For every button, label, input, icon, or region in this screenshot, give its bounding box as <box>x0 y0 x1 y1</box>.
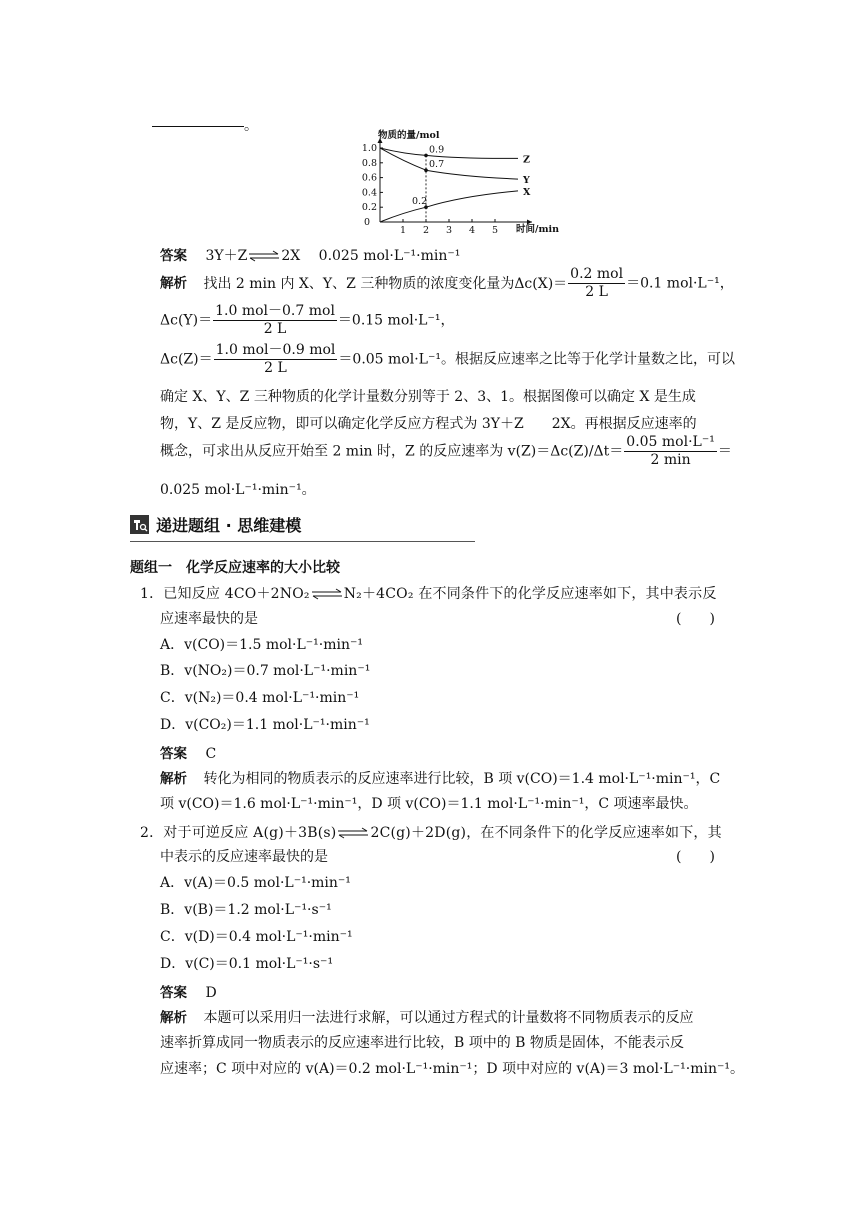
analysis-label: 解析 <box>160 275 187 292</box>
series-line-x <box>380 191 518 222</box>
analysis-text: ＝0.05 mol·L⁻¹。根据反应速率之比等于化学计量数之比，可以 <box>338 351 735 368</box>
answer-value: D <box>205 985 217 1001</box>
fraction-denominator: 2 L <box>263 321 287 337</box>
answer-label: 答案 <box>160 248 187 264</box>
series-label-x: X <box>523 186 531 198</box>
annotation-label: 0.9 <box>429 144 445 156</box>
data-point-y <box>424 168 428 172</box>
answer-row <box>160 244 460 265</box>
reversible-arrow-icon <box>248 251 280 261</box>
option-a: A．v(A)＝0.5 mol·L⁻¹·min⁻¹ <box>160 875 351 891</box>
hammer-icon <box>130 515 149 534</box>
q2-analysis-line-1 <box>160 1006 693 1027</box>
analysis-text: ＝0.1 mol·L⁻¹， <box>626 275 734 292</box>
q1-stem-line-1 <box>140 583 717 603</box>
fraction <box>213 303 337 338</box>
analysis-line-2 <box>160 303 454 338</box>
analysis-text: 本题可以采用归一法进行求解，可以通过方程式的计量数将不同物质表示的反应 <box>203 1010 694 1026</box>
y-tick-label: 0 <box>363 217 370 228</box>
period-mark: 。 <box>244 118 258 134</box>
rate-value: 0.025 mol·L⁻¹·min⁻¹ <box>318 248 461 264</box>
option-c: C．v(N₂)＝0.4 mol·L⁻¹·min⁻¹ <box>160 690 360 706</box>
question-text: 2C(g)＋2D(g)，在不同条件下的化学反应速率如下，其 <box>370 825 722 841</box>
y-tick-label: 0.2 <box>361 202 377 214</box>
x-tick-label: 3 <box>445 225 453 236</box>
analysis-text: 转化为相同的物质表示的反应速率进行比较，B 项 v(CO)＝1.4 mol·L⁻¹·min⁻¹，C <box>203 771 721 787</box>
fraction-numerator: 0.05 mol·L⁻¹ <box>626 434 715 450</box>
answer-label: 答案 <box>160 985 187 1001</box>
x-tick-label: 4 <box>468 225 476 236</box>
analysis-line-3 <box>160 342 735 377</box>
answer-paren: ( ) <box>676 849 715 865</box>
option-d: D．v(C)＝0.1 mol·L⁻¹·s⁻¹ <box>160 956 334 972</box>
q2-stem-line-2: 中表示的反应速率最快的是 <box>160 849 328 865</box>
q1-analysis-line-1 <box>160 767 720 788</box>
annotation-label: 0.2 <box>412 196 428 208</box>
reversible-arrow-icon <box>311 589 343 599</box>
question-text: 2．对于可逆反应 A(g)＋3B(s) <box>140 825 337 841</box>
fraction-numerator: 1.0 mol－0.7 mol <box>215 303 335 319</box>
question-text: N₂＋4CO₂ 在不同条件下的化学反应速率如下，其中表示反 <box>343 586 717 602</box>
q2-analysis-line-2: 速率折算成同一物质表示的反应速率进行比较，B 项中的 B 物质是固体，不能表示反 <box>160 1035 684 1051</box>
series-label-z: Z <box>523 154 530 166</box>
moles-vs-time-chart <box>352 126 560 238</box>
question-text: 1．已知反应 4CO＋2NO₂ <box>140 586 310 602</box>
answer-paren: ( ) <box>676 611 715 627</box>
reversible-arrow-icon <box>337 828 369 838</box>
x-axis-label: 时间/min <box>516 224 560 235</box>
analysis-text: 找出 2 min 内 X、Y、Z 三种物质的浓度变化量为Δc(X)＝ <box>203 275 568 292</box>
analysis-text: ＝ <box>717 443 732 460</box>
fraction <box>568 266 625 301</box>
analysis-line-1 <box>160 266 734 301</box>
annotation-label: 0.7 <box>429 159 445 171</box>
analysis-label: 解析 <box>160 1010 187 1026</box>
fraction <box>214 342 338 377</box>
q2-stem-line-1 <box>140 822 722 842</box>
analysis-line-6 <box>160 434 732 469</box>
y-tick-label: 0.4 <box>361 187 377 199</box>
x-tick-label: 2 <box>422 225 430 236</box>
analysis-text: 概念，可求出从反应开始至 2 min 时，Z 的反应速率为 v(Z)＝Δc(Z)/Δt＝ <box>160 443 624 460</box>
q1-stem-line-2: 应速率最快的是 <box>160 611 258 627</box>
section-title: 递进题组 · 思维建模 <box>156 516 302 535</box>
answer-blank <box>152 126 244 127</box>
analysis-text: ＝0.15 mol·L⁻¹， <box>337 312 455 329</box>
data-point-z <box>424 154 428 158</box>
q2-analysis-line-3: 应速率；C 项中对应的 v(A)＝0.2 mol·L⁻¹·min⁻¹；D 项中对应的 v(A)＝3 mol·L⁻¹·min⁻¹。 <box>160 1061 744 1077</box>
group-title: 题组一 化学反应速率的大小比较 <box>130 560 340 576</box>
section-header <box>130 511 475 542</box>
analysis-line-4: 确定 X、Y、Z 三种物质的化学计量数分别等于 2、3、1。根据图像可以确定 X 是生成 <box>160 389 696 405</box>
analysis-line-7: 0.025 mol·L⁻¹·min⁻¹。 <box>160 482 316 498</box>
option-c: C．v(D)＝0.4 mol·L⁻¹·min⁻¹ <box>160 929 353 945</box>
series-label-y: Y <box>523 175 530 187</box>
series-line-z <box>380 148 518 158</box>
analysis-line-5: 物，Y、Z 是反应物，即可以确定化学反应方程式为 3Y＋Z 2X。再根据反应速率的 <box>160 416 697 432</box>
fraction-numerator: 1.0 mol－0.9 mol <box>215 342 336 358</box>
fraction-denominator: 2 L <box>264 360 287 376</box>
fraction-denominator: 2 min <box>650 452 691 468</box>
equation-left: 3Y＋Z <box>205 248 248 264</box>
option-b: B．v(NO₂)＝0.7 mol·L⁻¹·min⁻¹ <box>160 663 371 679</box>
equation-right: 2X <box>281 248 301 264</box>
analysis-text: Δc(Y)＝ <box>160 312 213 329</box>
q1-analysis-line-2: 项 v(CO)＝1.6 mol·L⁻¹·min⁻¹，D 项 v(CO)＝1.1 mol·L⁻¹·min⁻¹，C 项速率最快。 <box>160 796 698 812</box>
y-tick-label: 0.6 <box>361 172 377 184</box>
y-tick-label: 1.0 <box>361 143 377 154</box>
y-axis-label: 物质的量/mol <box>378 130 440 141</box>
y-tick-label: 0.8 <box>361 157 377 169</box>
answer-label: 答案 <box>160 746 187 762</box>
answer-value: C <box>205 746 217 762</box>
fraction-denominator: 2 L <box>585 284 608 300</box>
x-tick-label: 1 <box>399 225 407 236</box>
q2-answer-row <box>160 981 217 1001</box>
option-a: A．v(CO)＝1.5 mol·L⁻¹·min⁻¹ <box>160 637 363 653</box>
option-b: B．v(B)＝1.2 mol·L⁻¹·s⁻¹ <box>160 902 332 918</box>
analysis-label: 解析 <box>160 771 187 787</box>
option-d: D．v(CO₂)＝1.1 mol·L⁻¹·min⁻¹ <box>160 717 370 733</box>
fraction <box>624 434 717 469</box>
fraction-numerator: 0.2 mol <box>570 266 624 282</box>
q1-answer-row <box>160 742 216 762</box>
x-tick-label: 5 <box>491 225 499 236</box>
analysis-text: Δc(Z)＝ <box>160 351 213 368</box>
